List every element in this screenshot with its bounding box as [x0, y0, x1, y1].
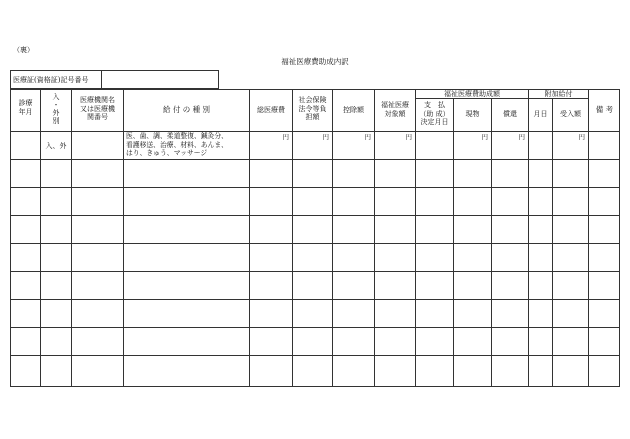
- header-in-out: 入 ・ 外 別: [52, 93, 60, 125]
- page-title: 福祉医療費助成内訳: [281, 57, 349, 66]
- row1-total-cost-yen: 円: [282, 133, 289, 141]
- header-extra-benefit-group: 附加給付: [544, 90, 573, 98]
- header-extra-amount: 受入額: [560, 110, 581, 118]
- row1-deduction-yen: 円: [364, 133, 371, 141]
- row1-insurance-yen: 円: [322, 133, 329, 141]
- header-institution: 医療機関名 又は医療機 関番号: [80, 96, 115, 121]
- row1-refund-yen: 円: [518, 133, 525, 141]
- header-remarks: 備 考: [595, 105, 614, 114]
- cert-number-label: 医療証(資格証)記号番号: [13, 76, 89, 84]
- row1-extra-amount-yen: 円: [578, 133, 585, 141]
- header-total-cost: 総医療費: [257, 106, 285, 114]
- row1-in-out: 入、外: [45, 142, 67, 150]
- header-extra-month-day: 月日: [533, 110, 548, 118]
- header-benefit-type: 給 付 の 種 別: [162, 105, 211, 114]
- header-welfare-subsidy-group: 福祉医療費助成額: [444, 90, 500, 98]
- header-payment-date: 支 払 （助 成） 決定月日: [419, 101, 450, 126]
- row1-in-kind-yen: 円: [481, 133, 488, 141]
- header-welfare-target: 福祉医療 対象額: [381, 101, 409, 118]
- header-in-kind: 現物: [465, 110, 480, 118]
- header-refund: 償還: [503, 110, 517, 118]
- header-insurance-burden: 社会保険 法令等負 担額: [298, 96, 327, 121]
- header-treatment-date: 診療 年月: [18, 99, 33, 116]
- row1-welfare-target-yen: 円: [405, 133, 412, 141]
- row1-benefit-types: 医、歯、調、柔道整復、鍼灸分、 看護移送、治療、材料、あんま、 はり、きゅう、マッサージ: [126, 132, 228, 157]
- side-label: （裏）: [13, 46, 34, 54]
- header-deduction: 控除額: [343, 106, 364, 114]
